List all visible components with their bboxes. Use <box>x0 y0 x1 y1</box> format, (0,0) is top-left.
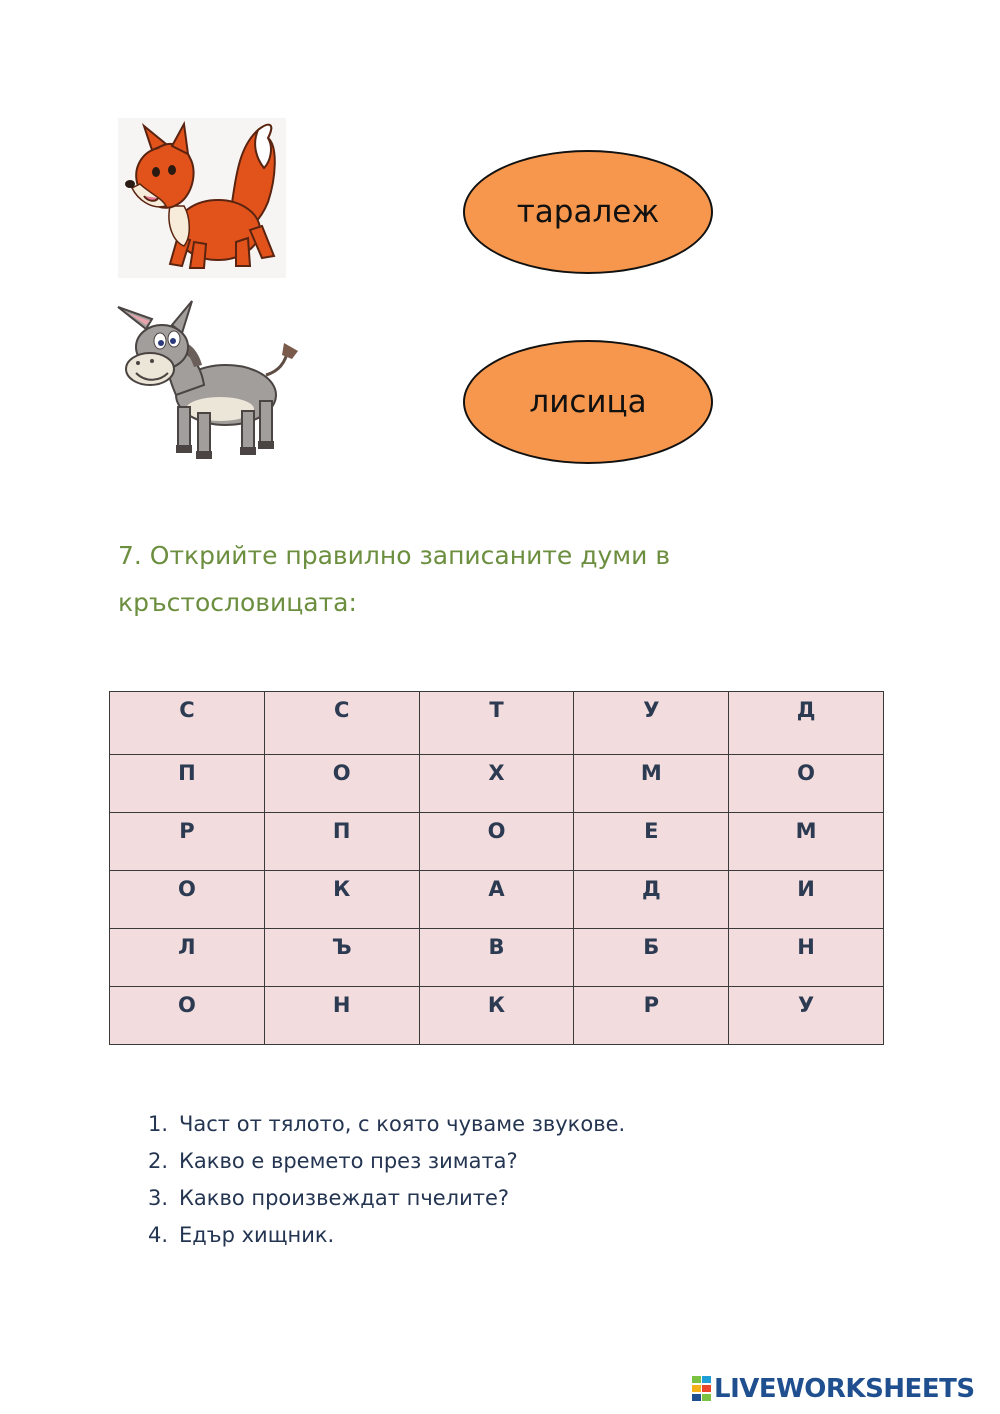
question-text: Част от тялото, с която чуваме звукове. <box>179 1112 626 1136</box>
grid-row <box>110 871 884 929</box>
fox-picture <box>118 118 286 278</box>
grid-cell[interactable]: П <box>110 755 265 813</box>
grid-row <box>110 987 884 1045</box>
grid-cell[interactable]: Т <box>419 692 574 755</box>
grid-cell[interactable]: Н <box>729 929 884 987</box>
question-item <box>148 1106 625 1143</box>
question-text: Какво е времето през зимата? <box>179 1149 518 1173</box>
grid-row <box>110 929 884 987</box>
grid-cell[interactable]: А <box>419 871 574 929</box>
grid-cell[interactable]: В <box>419 929 574 987</box>
grid-cell[interactable]: С <box>110 692 265 755</box>
grid-row <box>110 755 884 813</box>
question-number: 4. <box>148 1223 169 1247</box>
grid-cell[interactable]: Д <box>729 692 884 755</box>
question-item <box>148 1143 625 1180</box>
question-list <box>148 1106 625 1254</box>
question-number: 3. <box>148 1186 169 1210</box>
grid-cell[interactable]: Р <box>110 813 265 871</box>
donkey-picture <box>116 295 306 460</box>
word-oval[interactable] <box>463 340 713 464</box>
grid-cell[interactable]: Р <box>574 987 729 1045</box>
liveworksheets-mark-icon <box>692 1376 712 1402</box>
word-oval[interactable] <box>463 150 713 274</box>
brand-text: LIVEWORKSHEETS <box>714 1374 975 1404</box>
grid-cell[interactable]: Е <box>574 813 729 871</box>
grid-cell[interactable]: Д <box>574 871 729 929</box>
grid-cell[interactable]: О <box>729 755 884 813</box>
question-number: 2. <box>148 1149 169 1173</box>
task-title: 7. Открийте правилно записаните думи в кръстословицата: <box>118 541 671 617</box>
grid-cell[interactable]: К <box>419 987 574 1045</box>
question-text: Какво произвеждат пчелите? <box>179 1186 510 1210</box>
question-number: 1. <box>148 1112 169 1136</box>
question-text: Едър хищник. <box>179 1223 335 1247</box>
grid-row <box>110 692 884 755</box>
grid-cell[interactable]: Л <box>110 929 265 987</box>
grid-cell[interactable]: У <box>574 692 729 755</box>
grid-cell[interactable]: О <box>110 987 265 1045</box>
question-item <box>148 1180 625 1217</box>
word-oval-label: лисица <box>529 384 647 420</box>
grid-cell[interactable]: М <box>729 813 884 871</box>
grid-cell[interactable]: И <box>729 871 884 929</box>
grid-cell[interactable]: С <box>264 692 419 755</box>
grid-cell[interactable]: У <box>729 987 884 1045</box>
grid-cell[interactable]: Б <box>574 929 729 987</box>
grid-cell[interactable]: П <box>264 813 419 871</box>
grid-cell[interactable]: Н <box>264 987 419 1045</box>
grid-row <box>110 813 884 871</box>
grid-cell[interactable]: Х <box>419 755 574 813</box>
grid-cell[interactable]: О <box>264 755 419 813</box>
grid-cell[interactable]: К <box>264 871 419 929</box>
question-item <box>148 1217 625 1254</box>
grid-cell[interactable]: О <box>110 871 265 929</box>
word-search-grid <box>109 691 884 1045</box>
grid-cell[interactable]: О <box>419 813 574 871</box>
word-oval-label: таралеж <box>516 194 660 230</box>
grid-cell[interactable]: Ъ <box>264 929 419 987</box>
liveworksheets-logo <box>692 1372 975 1406</box>
grid-cell[interactable]: М <box>574 755 729 813</box>
